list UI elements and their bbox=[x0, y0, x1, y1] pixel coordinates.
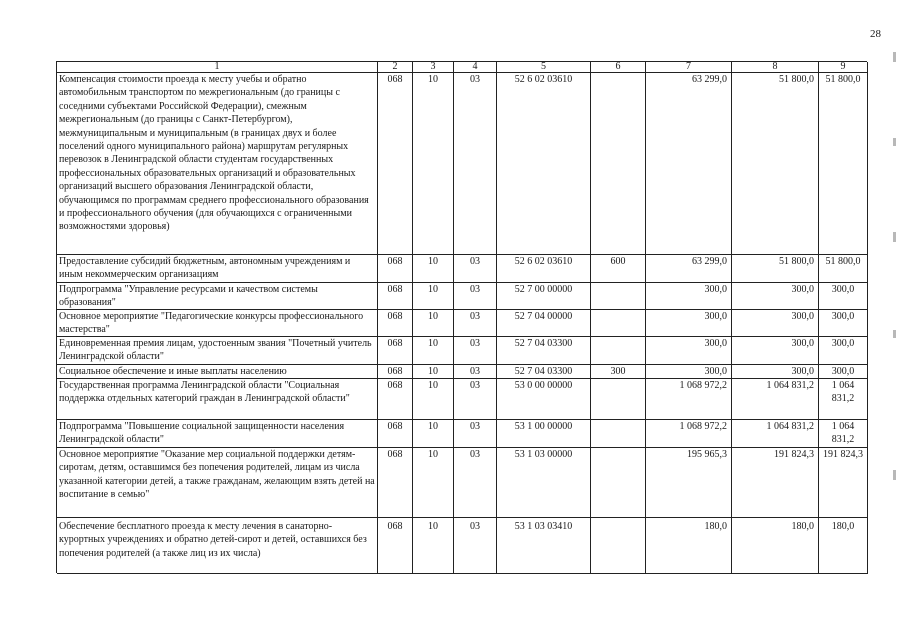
amount-col-8: 1 064 831,2 bbox=[732, 420, 819, 448]
amount-col-7: 300,0 bbox=[646, 283, 732, 310]
amount-col-7: 63 299,0 bbox=[646, 73, 732, 255]
subsection-code: 03 bbox=[454, 255, 497, 283]
expense-type-code bbox=[591, 420, 646, 448]
target-article-code: 53 0 00 00000 bbox=[497, 379, 591, 420]
subsection-code: 03 bbox=[454, 420, 497, 448]
expense-type-code bbox=[591, 448, 646, 518]
header-row bbox=[57, 62, 867, 73]
target-article-code: 53 1 03 00000 bbox=[497, 448, 591, 518]
target-article-code: 53 1 00 00000 bbox=[497, 420, 591, 448]
scan-artifact bbox=[893, 52, 896, 62]
section-code: 10 bbox=[413, 283, 454, 310]
header-cell-6: 6 bbox=[591, 62, 646, 73]
row-description: Подпрограмма "Повышение социальной защищенности населения Ленинградской области" bbox=[57, 420, 378, 448]
target-article-code: 52 6 02 03610 bbox=[497, 255, 591, 283]
row-description: Единовременная премия лицам, удостоенным звания "Почетный учитель Ленинградской области" bbox=[57, 337, 378, 365]
amount-col-9: 1 064 831,2 bbox=[819, 420, 868, 448]
header-cell-5: 5 bbox=[497, 62, 591, 73]
expense-type-code bbox=[591, 518, 646, 574]
row-description: Компенсация стоимости проезда к месту учебы и обратно автомобильным транспортом по межрегиональным (до границы с соседними субъектами Российской Федерации), смежным межрегиональным (до границы с Санкт-Петербургом), межмуниципальным и муниципальным (в границах двух и более поселений одного муниципального района) маршрутам регулярных перевозок в Ленинградской области студентам государственных профессиональных образовательных организаций и образовательных организаций высшего образования Ленинградской области, обучающимся по программам среднего профессионального образования и профессионального обучения (для обучающихся с ограниченными возможностями здоровья) bbox=[57, 73, 378, 255]
amount-col-8: 180,0 bbox=[732, 518, 819, 574]
section-code: 10 bbox=[413, 448, 454, 518]
amount-col-7: 300,0 bbox=[646, 337, 732, 365]
amount-col-7: 1 068 972,2 bbox=[646, 420, 732, 448]
expense-type-code: 600 bbox=[591, 255, 646, 283]
subsection-code: 03 bbox=[454, 283, 497, 310]
ministry-code: 068 bbox=[378, 518, 413, 574]
amount-col-8: 191 824,3 bbox=[732, 448, 819, 518]
table-row bbox=[57, 518, 867, 574]
expense-type-code bbox=[591, 310, 646, 337]
table-row bbox=[57, 420, 867, 448]
amount-col-8: 300,0 bbox=[732, 310, 819, 337]
subsection-code: 03 bbox=[454, 365, 497, 379]
ministry-code: 068 bbox=[378, 73, 413, 255]
expense-type-code bbox=[591, 379, 646, 420]
amount-col-9: 300,0 bbox=[819, 365, 868, 379]
section-code: 10 bbox=[413, 255, 454, 283]
subsection-code: 03 bbox=[454, 73, 497, 255]
section-code: 10 bbox=[413, 379, 454, 420]
amount-col-8: 300,0 bbox=[732, 283, 819, 310]
ministry-code: 068 bbox=[378, 255, 413, 283]
target-article-code: 52 7 04 03300 bbox=[497, 337, 591, 365]
page-number: 28 bbox=[870, 28, 881, 40]
amount-col-7: 195 965,3 bbox=[646, 448, 732, 518]
amount-col-9: 51 800,0 bbox=[819, 255, 868, 283]
expense-type-code bbox=[591, 337, 646, 365]
amount-col-7: 63 299,0 bbox=[646, 255, 732, 283]
table-row bbox=[57, 365, 867, 379]
row-description: Обеспечение бесплатного проезда к месту лечения в санаторно-курортных учреждениях и обратно детей-сирот и детей, оставшихся без попечения родителей (а также лиц из их числа) bbox=[57, 518, 378, 574]
table-row bbox=[57, 255, 867, 283]
amount-col-9: 300,0 bbox=[819, 310, 868, 337]
expense-type-code bbox=[591, 283, 646, 310]
section-code: 10 bbox=[413, 365, 454, 379]
ministry-code: 068 bbox=[378, 379, 413, 420]
table-row bbox=[57, 283, 867, 310]
ministry-code: 068 bbox=[378, 448, 413, 518]
amount-col-8: 1 064 831,2 bbox=[732, 379, 819, 420]
header-cell-1: 1 bbox=[57, 62, 378, 73]
amount-col-7: 180,0 bbox=[646, 518, 732, 574]
row-description: Социальное обеспечение и иные выплаты населению bbox=[57, 365, 378, 379]
expense-type-code bbox=[591, 73, 646, 255]
header-cell-2: 2 bbox=[378, 62, 413, 73]
table-row bbox=[57, 448, 867, 518]
amount-col-9: 300,0 bbox=[819, 283, 868, 310]
amount-col-7: 1 068 972,2 bbox=[646, 379, 732, 420]
row-description: Предоставление субсидий бюджетным, автономным учреждениям и иным некоммерческим организациям bbox=[57, 255, 378, 283]
amount-col-7: 300,0 bbox=[646, 365, 732, 379]
target-article-code: 52 7 04 00000 bbox=[497, 310, 591, 337]
table-row bbox=[57, 379, 867, 420]
amount-col-9: 51 800,0 bbox=[819, 73, 868, 255]
row-description: Основное мероприятие "Оказание мер социальной поддержки детям-сиротам, детям, оставшимся без попечения родителей, лицам из числа указанной категории детей, а также гражданам, желающим взять детей на воспитание в семью" bbox=[57, 448, 378, 518]
subsection-code: 03 bbox=[454, 310, 497, 337]
table-row bbox=[57, 337, 867, 365]
header-cell-8: 8 bbox=[732, 62, 819, 73]
scan-artifact bbox=[893, 232, 896, 242]
header-cell-4: 4 bbox=[454, 62, 497, 73]
table-row bbox=[57, 310, 867, 337]
section-code: 10 bbox=[413, 337, 454, 365]
amount-col-8: 51 800,0 bbox=[732, 73, 819, 255]
ministry-code: 068 bbox=[378, 420, 413, 448]
section-code: 10 bbox=[413, 518, 454, 574]
scan-artifact bbox=[893, 330, 896, 338]
row-description: Государственная программа Ленинградской области "Социальная поддержка отдельных категорий граждан в Ленинградской области" bbox=[57, 379, 378, 420]
target-article-code: 53 1 03 03410 bbox=[497, 518, 591, 574]
row-description: Основное мероприятие "Педагогические конкурсы профессионального мастерства" bbox=[57, 310, 378, 337]
subsection-code: 03 bbox=[454, 337, 497, 365]
section-code: 10 bbox=[413, 420, 454, 448]
header-cell-9: 9 bbox=[819, 62, 868, 73]
table-row bbox=[57, 73, 867, 255]
expense-type-code: 300 bbox=[591, 365, 646, 379]
target-article-code: 52 7 00 00000 bbox=[497, 283, 591, 310]
section-code: 10 bbox=[413, 73, 454, 255]
target-article-code: 52 6 02 03610 bbox=[497, 73, 591, 255]
amount-col-8: 300,0 bbox=[732, 365, 819, 379]
amount-col-9: 1 064 831,2 bbox=[819, 379, 868, 420]
ministry-code: 068 bbox=[378, 337, 413, 365]
section-code: 10 bbox=[413, 310, 454, 337]
amount-col-9: 180,0 bbox=[819, 518, 868, 574]
scan-artifact bbox=[893, 470, 896, 480]
subsection-code: 03 bbox=[454, 379, 497, 420]
amount-col-8: 300,0 bbox=[732, 337, 819, 365]
subsection-code: 03 bbox=[454, 518, 497, 574]
row-description: Подпрограмма "Управление ресурсами и качеством системы образования" bbox=[57, 283, 378, 310]
target-article-code: 52 7 04 03300 bbox=[497, 365, 591, 379]
amount-col-8: 51 800,0 bbox=[732, 255, 819, 283]
subsection-code: 03 bbox=[454, 448, 497, 518]
ministry-code: 068 bbox=[378, 283, 413, 310]
ministry-code: 068 bbox=[378, 365, 413, 379]
ministry-code: 068 bbox=[378, 310, 413, 337]
amount-col-7: 300,0 bbox=[646, 310, 732, 337]
budget-table bbox=[56, 61, 867, 573]
amount-col-9: 300,0 bbox=[819, 337, 868, 365]
header-cell-3: 3 bbox=[413, 62, 454, 73]
scan-artifact bbox=[893, 138, 896, 146]
header-cell-7: 7 bbox=[646, 62, 732, 73]
amount-col-9: 191 824,3 bbox=[819, 448, 868, 518]
